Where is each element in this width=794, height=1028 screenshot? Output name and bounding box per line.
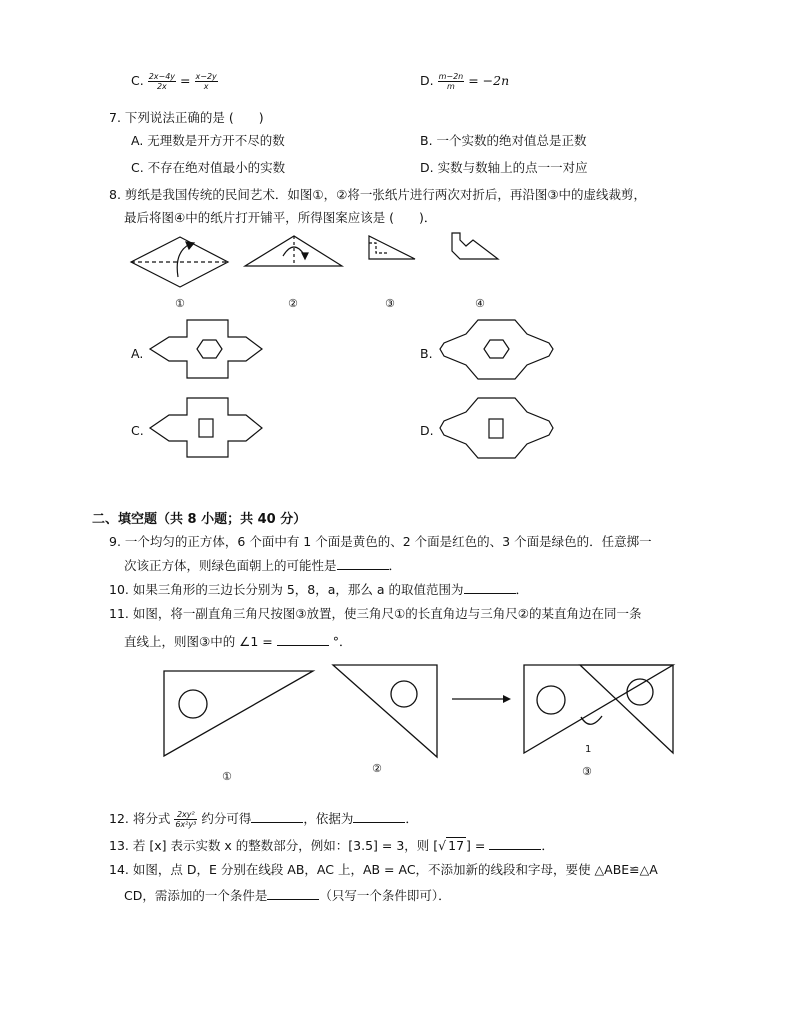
q7-option-c: C. 不存在绝对值最小的实数 xyxy=(131,160,286,175)
q7-option-d: D. 实数与数轴上的点一一对应 xyxy=(420,160,588,175)
sqrt-radicand: 17 xyxy=(448,838,465,853)
q8-option-a-letter: A. xyxy=(131,346,144,361)
fold-figure-1-label: ① xyxy=(175,297,185,310)
q14-line2: CD，需添加的一个条件是 （只写一个条件即可）． xyxy=(124,888,451,903)
q7-stem: 7. 下列说法正确的是 ( ) xyxy=(109,110,264,125)
q6-d-rhs: = −2n xyxy=(468,73,510,88)
q12-line: 12. 将分式 $\frac{\text{2xy²}}{\text{6x²y³}}$ 约分可得 ，依据为 ． xyxy=(109,810,418,829)
fold-figure-2-label: ② xyxy=(288,297,298,310)
fold-figure-3-label: ③ xyxy=(385,297,395,310)
q11-line2: 直线上，则图③中的 ∠1 = °． xyxy=(124,634,352,649)
q8-stem-line1: 8. 剪纸是我国传统的民间艺术．如图①，②将一张纸片进行两次对折后，再沿图③中的虚线裁剪， xyxy=(109,187,647,202)
section-2-title: 二、填空题（共 8 小题；共 40 分） xyxy=(92,512,307,527)
q12-answer-blank-2[interactable] xyxy=(353,810,405,823)
transform-arrow xyxy=(452,695,511,703)
q6-c-rhs-fraction: $\frac{x-2y}{x}$ xyxy=(195,72,217,91)
combined-set-squares xyxy=(524,665,673,753)
q6-d-fraction: $\frac{m-2n}{m}$ xyxy=(438,72,464,91)
set-square-2 xyxy=(333,665,437,757)
q11-figure-3-label: ③ xyxy=(582,765,592,778)
q8-option-d-letter: D. xyxy=(420,423,434,438)
q10-line: 10. 如果三角形的三边长分别为 5，8，a，那么 a 的取值范围为 ． xyxy=(109,582,529,597)
q11-figure-2-label: ② xyxy=(372,762,382,775)
q6-c-lhs-fraction: $\frac{2x-4y}{2x}$ xyxy=(148,72,176,91)
q9-line2: 次该正方体，则绿色面朝上的可能性是 ． xyxy=(124,558,402,573)
q13-answer-blank[interactable] xyxy=(489,837,541,850)
q14-line1: 14. 如图，点 D，E 分别在线段 AB，AC 上，AB = AC，不添加新的线段和字母，要使 △ABE≌△A xyxy=(109,862,658,877)
sqrt-symbol: √ xyxy=(438,838,447,853)
q9-line1: 9. 一个均匀的正方体，6 个面中有 1 个面是黄色的、2 个面是红色的、3 个面是绿色的．任意掷一 xyxy=(109,534,652,549)
q8-stem-line2: 最后将图④中的纸片打开铺平，所得图案应该是 ( )． xyxy=(124,210,437,225)
q11-line1: 11. 如图，将一副直角三角尺按图③放置，使三角尺①的长直角边与三角尺②的某直角边在同一条 xyxy=(109,606,642,621)
angle-1-label: 1 xyxy=(585,744,592,755)
q8-option-b-letter: B. xyxy=(420,346,433,361)
q11-figure-1-label: ① xyxy=(222,770,232,783)
q6-c-equals: = xyxy=(180,73,191,88)
q7-option-b: B. 一个实数的绝对值总是正数 xyxy=(420,133,587,148)
q6-option-d-letter: D. xyxy=(420,73,434,88)
set-square-1 xyxy=(164,671,313,756)
q6-option-c-letter: C. xyxy=(131,73,144,88)
q12-answer-blank-1[interactable] xyxy=(251,810,303,823)
q7-option-a: A. 无理数是开方开不尽的数 xyxy=(131,133,285,148)
q12-fraction: $\frac{\text{2xy²}}{\text{6x²y³}}$ xyxy=(175,810,197,829)
q14-answer-blank[interactable] xyxy=(267,887,319,900)
q13-line: 13. 若 [x] 表示实数 x 的整数部分，例如：[3.5] = 3，则 [√ 17 ] = ． xyxy=(109,838,554,853)
q8-option-c-letter: C. xyxy=(131,423,144,438)
fold-figure-4-label: ④ xyxy=(475,297,485,310)
